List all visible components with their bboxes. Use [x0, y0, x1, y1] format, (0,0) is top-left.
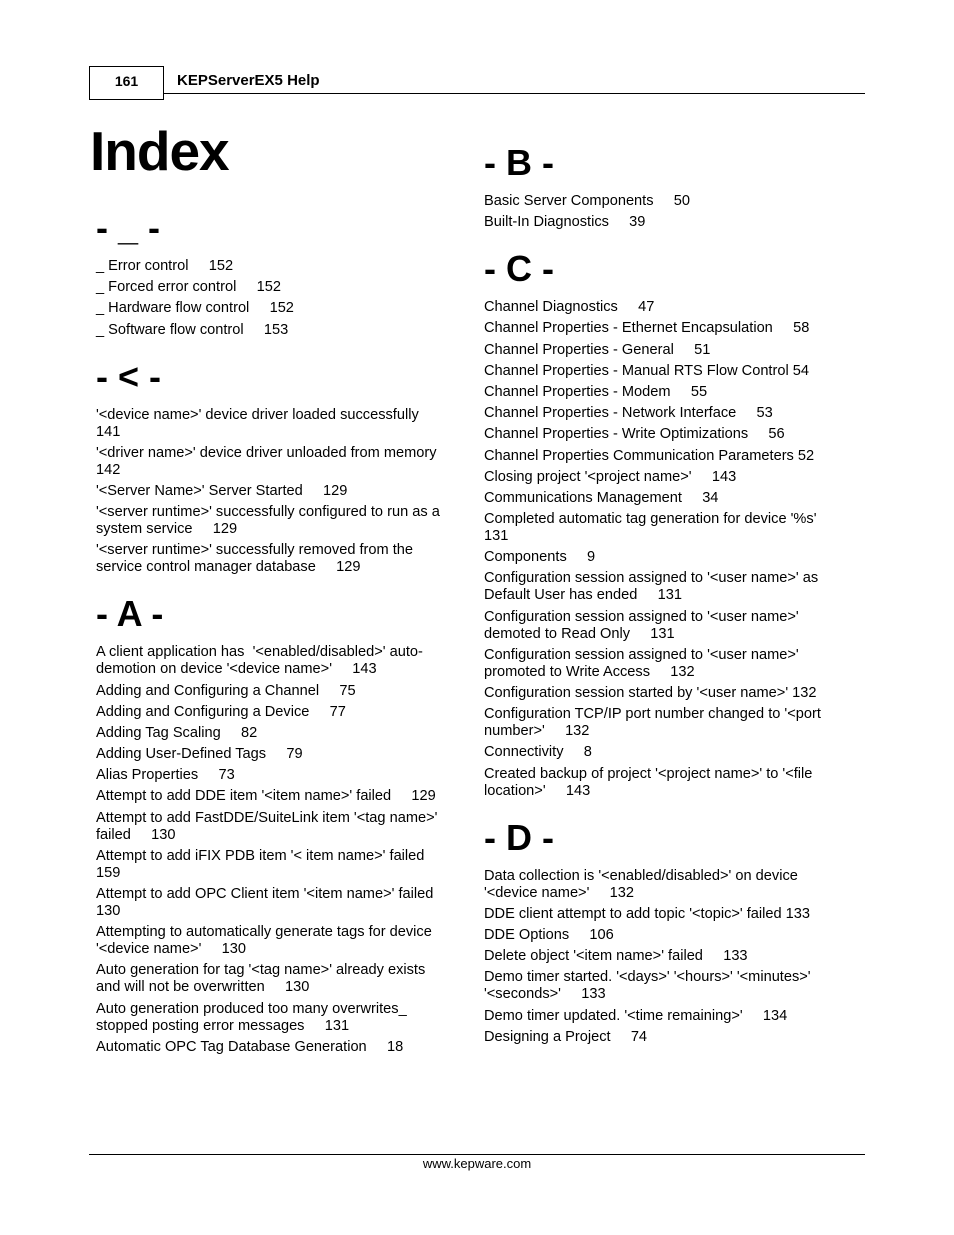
index-section: [484, 247, 839, 799]
index-entry[interactable]: Created backup of project '<project name>' to '<file location>' 143: [484, 765, 817, 799]
index-entry[interactable]: DDE client attempt to add topic '<topic>' failed 133: [484, 905, 811, 922]
index-entry[interactable]: '<device name>' device driver loaded successfully 141: [96, 406, 440, 440]
index-section: [96, 355, 457, 577]
index-entry[interactable]: Closing project '<project name>' 143: [484, 468, 737, 485]
page-number: 161: [114, 73, 139, 89]
index-section: [484, 141, 839, 231]
index-entry[interactable]: Demo timer started. '<days>' '<hours>' '<minutes>' '<seconds>' 133: [484, 969, 815, 1003]
left-column: [96, 206, 457, 1072]
index-entry[interactable]: Auto generation for tag '<tag name>' already exists and will not be overwritten 130: [96, 962, 430, 996]
index-entry[interactable]: Configuration TCP/IP port number changed to '<port number>' 132: [484, 706, 825, 740]
index-entry[interactable]: Delete object '<item name>' failed 133: [484, 948, 748, 965]
index-entry[interactable]: Configuration session assigned to '<user name>' promoted to Write Access 132: [484, 646, 803, 680]
index-entry[interactable]: Adding and Configuring a Device 77: [96, 703, 346, 720]
index-entry[interactable]: Adding and Configuring a Channel 75: [96, 682, 356, 699]
index-entry[interactable]: Data collection is '<enabled/disabled>' on device '<device name>' 132: [484, 867, 802, 901]
index-section: [96, 592, 454, 1055]
index-entry[interactable]: Components 9: [484, 549, 596, 566]
footer-url: www.kepware.com: [422, 1156, 532, 1171]
index-entry[interactable]: Built-In Diagnostics 39: [484, 214, 646, 231]
footer-rule: [89, 1154, 865, 1155]
entry-list: [96, 258, 451, 339]
index-entry[interactable]: Channel Properties - Modem 55: [484, 383, 708, 400]
index-section: [96, 206, 451, 339]
index-entry[interactable]: Attempt to add DDE item '<item name>' failed 129: [96, 788, 436, 805]
index-entry[interactable]: '<driver name>' device driver unloaded from memory 142: [96, 444, 457, 478]
page-number-box: [89, 66, 164, 100]
index-entry[interactable]: '<server runtime>' successfully removed from the service control manager database 129: [96, 542, 418, 576]
index-entry[interactable]: Configuration session assigned to '<user name>' as Default User has ended 131: [484, 570, 823, 604]
section-heading: - A -: [96, 593, 164, 635]
index-entry[interactable]: Basic Server Components 50: [484, 193, 691, 209]
index-entry[interactable]: Channel Diagnostics 47: [484, 299, 655, 316]
index-entry[interactable]: Connectivity 8: [484, 744, 592, 761]
index-entry[interactable]: Auto generation produced too many overwrites_ stopped posting error messages 131: [96, 1000, 411, 1034]
index-entry[interactable]: Attempt to add iFIX PDB item '< item name>' failed 159: [96, 847, 445, 881]
doc-title: KEPServerEX5 Help: [177, 72, 320, 89]
entry-list: [484, 193, 839, 231]
index-entry[interactable]: Communications Management 34: [484, 489, 719, 506]
index-entry[interactable]: Adding User-Defined Tags 79: [96, 746, 303, 763]
right-column: [484, 141, 839, 1062]
index-entry[interactable]: _ Error control 152: [96, 258, 234, 274]
entry-list: [484, 299, 839, 799]
index-entry[interactable]: _ Hardware flow control 152: [96, 300, 294, 317]
index-entry[interactable]: Attempt to add OPC Client item '<item name>' failed 130: [96, 886, 454, 919]
index-entry[interactable]: Demo timer updated. '<time remaining>' 134: [484, 1007, 788, 1024]
index-entry[interactable]: Channel Properties - Write Optimizations 56: [484, 426, 785, 443]
index-entry[interactable]: Attempt to add FastDDE/SuiteLink item '<tag name>' failed 130: [96, 809, 442, 843]
index-entry[interactable]: Completed automatic tag generation for device '%s' 131: [484, 511, 837, 545]
section-heading: - C -: [484, 248, 554, 290]
index-entry[interactable]: Attempting to automatically generate tags for device '<device name>' 130: [96, 924, 436, 958]
index-entry[interactable]: Channel Properties - General 51: [484, 341, 711, 358]
entry-list: [484, 868, 839, 1046]
index-entry[interactable]: Alias Properties 73: [96, 767, 235, 784]
index-entry[interactable]: Configuration session started by '<user name>' 132: [484, 685, 817, 701]
index-entry[interactable]: Designing a Project 74: [484, 1028, 648, 1045]
index-entry[interactable]: Channel Properties - Ethernet Encapsulation 58: [484, 320, 810, 337]
index-entry[interactable]: Configuration session assigned to '<user name>' demoted to Read Only 131: [484, 608, 803, 642]
index-entry[interactable]: _ Software flow control 153: [96, 321, 289, 338]
index-entry[interactable]: Channel Properties - Manual RTS Flow Control 54: [484, 362, 809, 379]
index-entry[interactable]: Automatic OPC Tag Database Generation 18: [96, 1038, 404, 1055]
entry-list: [96, 644, 454, 1055]
entry-list: [96, 406, 457, 577]
index-entry[interactable]: DDE Options 106: [484, 926, 614, 943]
section-heading: - _ -: [96, 207, 161, 248]
section-heading: - B -: [484, 142, 554, 183]
index-section: [484, 816, 839, 1046]
index-entry[interactable]: A client application has '<enabled/disabled>' auto-demotion on device '<device name>' 143: [96, 644, 423, 678]
index-title: Index: [90, 120, 229, 182]
index-entry[interactable]: Adding Tag Scaling 82: [96, 724, 258, 741]
index-entry[interactable]: Channel Properties Communication Parameters 52: [484, 447, 815, 464]
index-entry[interactable]: Channel Properties - Network Interface 53: [484, 405, 773, 422]
section-heading: - < -: [96, 355, 162, 397]
index-entry[interactable]: '<Server Name>' Server Started 129: [96, 482, 348, 499]
index-entry[interactable]: _ Forced error control 152: [96, 279, 281, 296]
section-heading: - D -: [484, 816, 554, 858]
header-rule: [164, 93, 865, 94]
index-entry[interactable]: '<server runtime>' successfully configured to run as a system service 129: [96, 504, 444, 538]
